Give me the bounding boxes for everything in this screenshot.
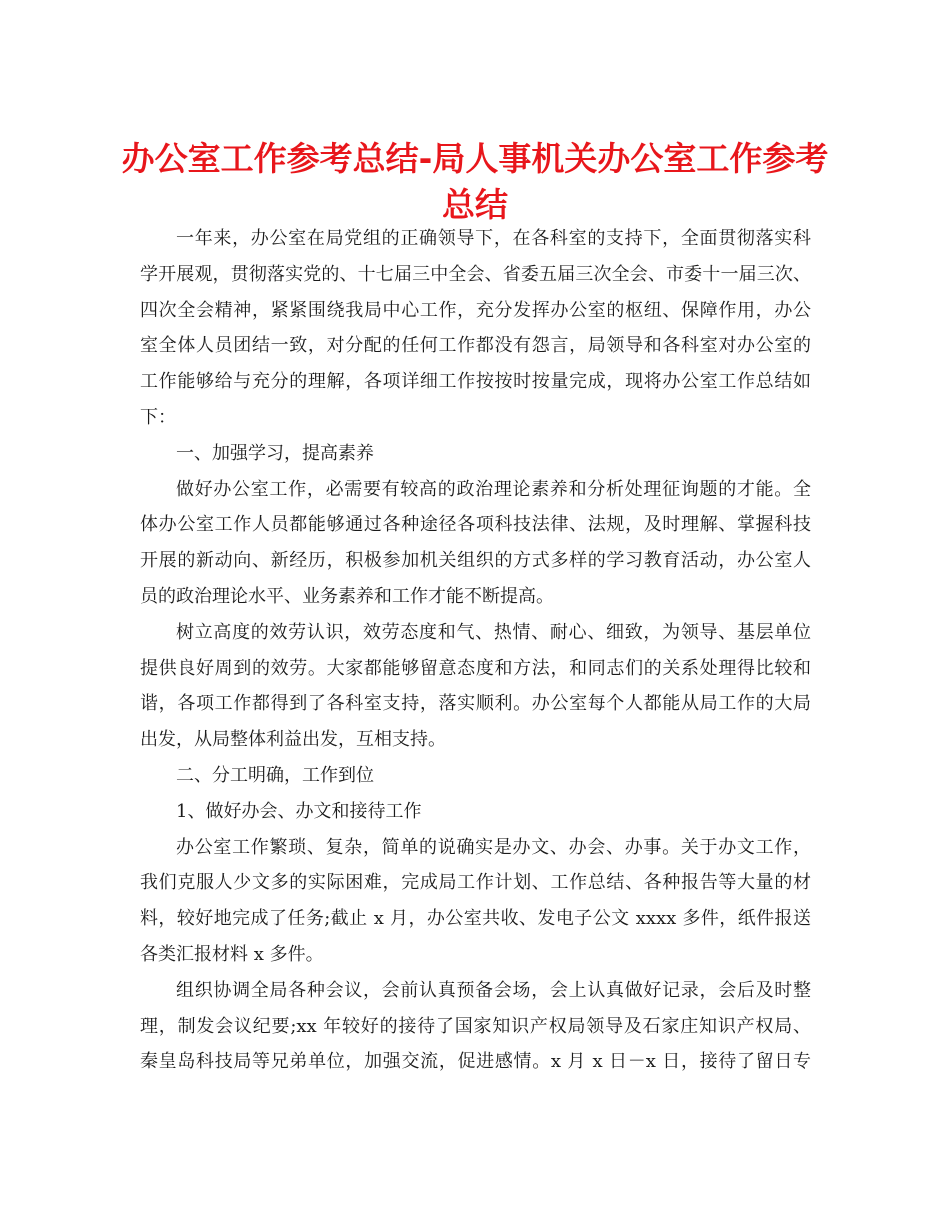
document-title-line-1: 办公室工作参考总结-局人事机关办公室工作参考 [121,139,829,178]
paragraph-line: 室全体人员团结一致，对分配的任何工作都没有怨言，局领导和各科室对办公室的 [140,335,811,357]
paragraph-line: 树立高度的效劳认识，效劳态度和气、热情、耐心、细致，为领导、基层单位 [176,621,811,643]
paragraph-line: 做好办公室工作，必需要有较高的政治理论素养和分析处理征询题的才能。全 [176,478,811,500]
paragraph-line: 员的政治理论水平、业务素养和工作才能不断提高。 [140,585,554,607]
paragraph-line: 学开展观，贯彻落实党的、十七届三中全会、省委五届三次全会、市委十一届三次、 [140,263,811,285]
section-heading: 二、分工明确，工作到位 [176,764,374,786]
paragraph-line: 一年来，办公室在局党组的正确领导下，在各科室的支持下，全面贯彻落实科 [176,228,811,249]
paragraph-line: 工作能够给与充分的理解，各项详细工作按按时按量完成，现将办公室工作总结如 [140,371,811,393]
document-title-line-2: 总结 [442,185,508,224]
paragraph-line: 谐，各项工作都得到了各科室支持，落实顺利。办公室每个人都能从局工作的大局 [140,693,811,715]
paragraph-line: 各类汇报材料 x 多件。 [140,943,324,965]
paragraph-line: 下： [140,406,176,428]
paragraph-line: 出发，从局整体利益出发，互相支持。 [140,729,446,751]
paragraph-line: 料，较好地完成了任务;截止 x 月，办公室共收、发电子公文 xxxx 多件，纸件报送 [140,908,811,930]
paragraph-line: 开展的新动向、新经历，积极参加机关组织的方式多样的学习教育活动，办公室人 [140,550,811,572]
paragraph-line: 四次全会精神，紧紧围绕我局中心工作，充分发挥办公室的枢纽、保障作用，办公 [140,299,811,321]
paragraph-line: 理，制发会议纪要;xx 年较好的接待了国家知识产权局领导及石家庄知识产权局、 [140,1015,811,1037]
paragraph-line: 体办公室工作人员都能够通过各种途径各项科技法律、法规，及时理解、掌握科技 [140,514,811,536]
paragraph-line: 秦皇岛科技局等兄弟单位，加强交流，促进感情。x 月 x 日－x 日，接待了留日专 [140,1051,811,1073]
paragraph-line: 办公室工作繁琐、复杂，简单的说确实是办文、办会、办事。关于办文工作， [176,836,811,858]
document-body [140,221,811,1080]
section-heading: 一、加强学习，提高素养 [176,442,374,464]
subsection-heading: 1、做好办会、办文和接待工作 [176,800,422,822]
paragraph-line: 我们克服人少文多的实际困难，完成局工作计划、工作总结、各种报告等大量的材 [140,872,811,894]
paragraph-line: 提供良好周到的效劳。大家都能够留意态度和方法，和同志们的关系处理得比较和 [140,657,811,679]
paragraph-line: 组织协调全局各种会议，会前认真预备会场，会上认真做好记录，会后及时整 [176,979,811,1001]
